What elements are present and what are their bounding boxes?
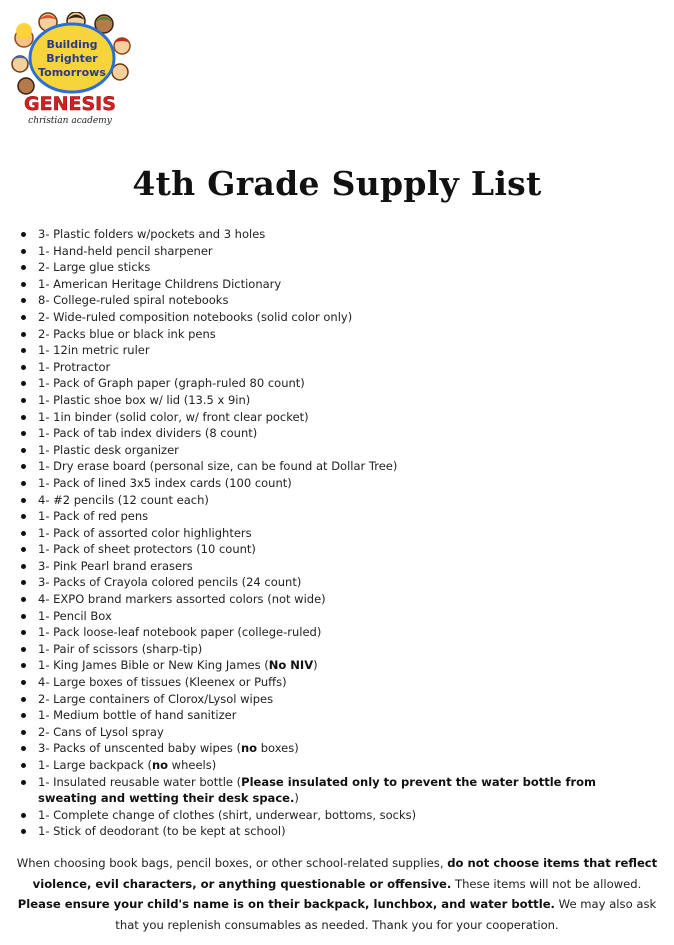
supply-list-item (18, 608, 648, 625)
supply-item-text: 1- King James Bible or New King James ( (38, 658, 269, 673)
supply-list-item (18, 259, 648, 276)
supply-list-item (18, 823, 648, 840)
supply-list-item (18, 774, 648, 807)
supply-list-item (18, 691, 648, 708)
supply-list-item (18, 392, 648, 409)
supply-item-text: 1- Complete change of clothes (shirt, underwear, bottoms, socks) (38, 807, 417, 822)
supply-item-text: 2- Wide-ruled composition notebooks (solid color only) (38, 309, 353, 324)
note-part-2-bold: do not choose items that reflect violence, evil characters, or anything questionable or offensive. (32, 856, 658, 891)
supply-item-text: 1- Pair of scissors (sharp-tip) (38, 641, 203, 656)
supply-item-text: 8- College-ruled spiral notebooks (38, 293, 229, 308)
supply-item-text: 1- Dry erase board (personal size, can be found at Dollar Tree) (38, 459, 398, 474)
supply-list-item (18, 458, 648, 475)
supply-list-item (18, 425, 648, 442)
supply-list-item (18, 492, 648, 509)
supply-list-item (18, 574, 648, 591)
supply-list-item (18, 375, 648, 392)
school-logo (10, 12, 134, 128)
supply-item-text-end: wheels) (168, 758, 217, 772)
supply-list-item (18, 226, 648, 243)
supply-item-text: 3- Pink Pearl brand erasers (38, 558, 193, 573)
supply-item-text: 1- American Heritage Childrens Dictionary (38, 276, 282, 291)
supply-item-text: 1- Insulated reusable water bottle ( (38, 774, 242, 789)
logo-tagline-2: Brighter (46, 52, 98, 65)
logo-tagline-3: Tomorrows (38, 66, 106, 79)
supply-list-item (18, 674, 648, 691)
note-part-3: These items will not be allowed. (451, 876, 642, 891)
supply-item-text: 1- Protractor (38, 359, 111, 374)
note-part-4-bold: Please ensure your child's name is on their backpack, lunchbox, and water bottle. (17, 897, 555, 911)
supply-list-item (18, 757, 648, 774)
supply-list-item (18, 292, 648, 309)
supply-item-emphasis: no (240, 741, 258, 756)
supply-item-text: 1- 12in metric ruler (38, 343, 150, 358)
supply-item-text: 1- Large backpack ( (38, 758, 152, 772)
supply-item-text: 3- Plastic folders w/pockets and 3 holes (38, 227, 266, 241)
supply-item-text: 4- Large boxes of tissues (Kleenex or Puffs) (38, 675, 287, 690)
supply-item-text: 1- Pack of red pens (38, 509, 149, 524)
supply-list-item (18, 442, 648, 459)
supply-item-text: 1- Pencil Box (38, 608, 112, 623)
supply-list-item (18, 243, 648, 260)
supply-item-text: 1- Plastic desk organizer (38, 442, 179, 457)
supply-item-text-end: ) (294, 791, 299, 806)
supply-item-text: 1- Plastic shoe box w/ lid (13.5 x 9in) (38, 392, 251, 407)
supply-item-text: 4- EXPO brand markers assorted colors (not wide) (38, 592, 326, 607)
logo-school-subtitle: christian academy (28, 116, 112, 126)
supply-item-text: 3- Packs of Crayola colored pencils (24 count) (38, 575, 302, 590)
supply-list-item (18, 309, 648, 326)
supply-list-item (18, 475, 648, 492)
supply-list-item (18, 342, 648, 359)
supply-item-text: 1- Stick of deodorant (to be kept at school) (38, 824, 286, 839)
logo-school-name: GENESIS (24, 93, 116, 115)
supply-list-item (18, 657, 648, 674)
supply-list-item (18, 508, 648, 525)
supply-item-text: 2- Large containers of Clorox/Lysol wipes (38, 691, 274, 706)
supply-item-text: 2- Packs blue or black ink pens (38, 326, 216, 341)
footer-note (12, 853, 662, 935)
supply-list-item (18, 409, 648, 426)
supply-item-text-end: ) (313, 658, 318, 673)
supply-item-text: 1- Pack of Graph paper (graph-ruled 80 count) (38, 376, 305, 391)
supply-item-text: 2- Cans of Lysol spray (38, 724, 164, 739)
supply-item-emphasis: No NIV (268, 658, 314, 673)
supply-list-item (18, 724, 648, 741)
supply-list-item (18, 359, 648, 376)
supply-list-item (18, 624, 648, 641)
supply-list-item (18, 740, 648, 757)
supply-item-text: 1- Pack loose-leaf notebook paper (college-ruled) (38, 625, 322, 640)
school-logo-graphic (10, 12, 134, 128)
supply-item-emphasis: no (151, 758, 169, 772)
supply-item-text: 3- Packs of unscented baby wipes ( (38, 741, 241, 756)
supply-item-text: 1- Hand-held pencil sharpener (38, 243, 213, 258)
supply-item-emphasis: Please insulated only to prevent the water bottle from sweating and wetting their desk space. (38, 774, 597, 806)
supply-list-item (18, 641, 648, 658)
note-part-1: When choosing book bags, pencil boxes, or other school-related supplies, (16, 856, 448, 870)
supply-list-item (18, 326, 648, 343)
supply-item-text: 1- 1in binder (solid color, w/ front clear pocket) (38, 409, 309, 424)
supply-list-item (18, 707, 648, 724)
supply-list (18, 226, 648, 840)
note-part-5: We may also ask that you replenish consumables as needed. Thank you for your cooperation. (115, 897, 657, 932)
page-title: 4th Grade Supply List (132, 164, 542, 203)
supply-item-text: 4- #2 pencils (12 count each) (38, 492, 209, 507)
supply-item-text: 1- Pack of lined 3x5 index cards (100 count) (38, 475, 292, 490)
logo-tagline-1: Building (46, 38, 98, 51)
supply-item-text-end: boxes) (257, 741, 299, 756)
supply-item-text: 1- Medium bottle of hand sanitizer (38, 708, 237, 723)
supply-item-text: 1- Pack of tab index dividers (8 count) (38, 426, 258, 441)
supply-list-item (18, 525, 648, 542)
supply-list-item (18, 276, 648, 293)
supply-item-text: 1- Pack of assorted color highlighters (38, 525, 252, 540)
supply-list-item (18, 591, 648, 608)
supply-list-item (18, 807, 648, 824)
supply-item-text: 1- Pack of sheet protectors (10 count) (38, 542, 256, 557)
supply-list-item (18, 558, 648, 575)
supply-list-item (18, 541, 648, 558)
supply-item-text: 2- Large glue sticks (38, 260, 151, 275)
